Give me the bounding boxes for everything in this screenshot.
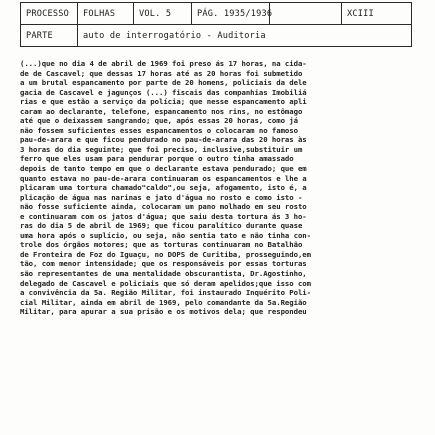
text-line: e continuaram com os jatos d'água; que saiu desta tortura ás 3 ho- <box>20 211 307 221</box>
text-line: (...)que no dia 4 de abril de 1969 foi preso ás 17 horas, na cida- <box>20 59 307 68</box>
text-line: até que o deixassem sangrando; que, após essas 20 horas, como já <box>20 116 298 126</box>
parte-label: PARTE <box>26 30 53 41</box>
folhas-label: FOLHAS <box>77 3 133 24</box>
pages-label: PÁG. 1935/1936 <box>191 3 269 24</box>
text-line: a um brutal espancamento por parte de 20 homens, policiais da dele <box>20 78 307 88</box>
header-row-parte <box>20 24 412 47</box>
text-line: gacia de Cascavel e jagunços (...) fiscais das companhias Imobiliá <box>20 87 307 97</box>
text-line: não fosse suficiente ainda, colocaram um pano molhado em seu rosto <box>20 202 307 212</box>
text-line: trole dos órgãos motores; que as torturas continuaram no Batalhão <box>20 240 303 250</box>
process-label: PROCESSO <box>26 8 69 19</box>
document-header <box>20 2 412 47</box>
volume-label: VOL. 5 <box>133 3 191 24</box>
text-line: caram ao declarante, telefone, espancamento nos rins, no estômago <box>20 106 303 116</box>
testimony-text <box>20 59 416 317</box>
text-line: quanto estava no pau-de-arara continuaram os espancamentos e lhe a <box>20 173 307 183</box>
text-line: ferro que eles usam para pendurar porque o outro tinha amassado <box>20 154 294 164</box>
text-line: plicação de água nas narinas e jato d'água no rosto e como isto - <box>20 192 303 202</box>
text-line: não fossem suficientes esses espancamentos o colocaram no famoso <box>20 125 298 135</box>
text-line: depois de tanto tempo em que o declarante estava pendurado; que em <box>20 164 307 174</box>
text-line: delegado de Cascavel e policiais que só deram apelidos;que isso com <box>20 278 311 288</box>
text-line: são representantes de uma mentalidade obscurantista, Dr.Agostinho, <box>20 269 307 279</box>
text-line: ras do dia 5 de abril de 1969; que ficou paralítico durante quase <box>20 221 303 231</box>
text-line: plicaram uma tortura chamado"caldo",ou seja, afogamento, isto é, a <box>20 183 307 193</box>
text-line: cial Militar, ainda em abril de 1969, pelo comandante da 5a.Região <box>20 297 307 307</box>
blank-cell <box>269 3 341 24</box>
text-line: 3 horas do dia seguinte; que foi preciso, inclusive,substituir um <box>20 144 303 154</box>
text-line: tão, com menor intensidade; que os responsáveis por essas torturas <box>20 259 307 269</box>
text-line: de de Cascavel; que dessas 17 horas até as 20 horas foi submetido <box>20 68 303 78</box>
parte-value: auto de interrogatório - Auditoria <box>77 25 411 46</box>
text-line: pau-de-arara e que ficou pendurado no pau-de-arara das 20 horas às <box>20 135 307 145</box>
text-line: a convivência da 5a. Região Militar, foi instaurado Inquérito Poli- <box>20 288 311 298</box>
roman-number: XCIII <box>341 3 411 24</box>
header-row-process <box>20 2 412 24</box>
text-line: de Fronteira de Foz do Iguaçu, no DOPS de Curitiba, prosseguindo,em <box>20 249 311 259</box>
text-line: uma hora após o suplício, ou seja, não sentia tato e não tinha con- <box>20 230 311 240</box>
text-line: rias e que estão a serviço da polícia; que nesse espancamento apli <box>20 97 307 107</box>
text-line: Militar, para apurar a sua prisão e os motivos dela; que respondeu <box>20 307 307 317</box>
